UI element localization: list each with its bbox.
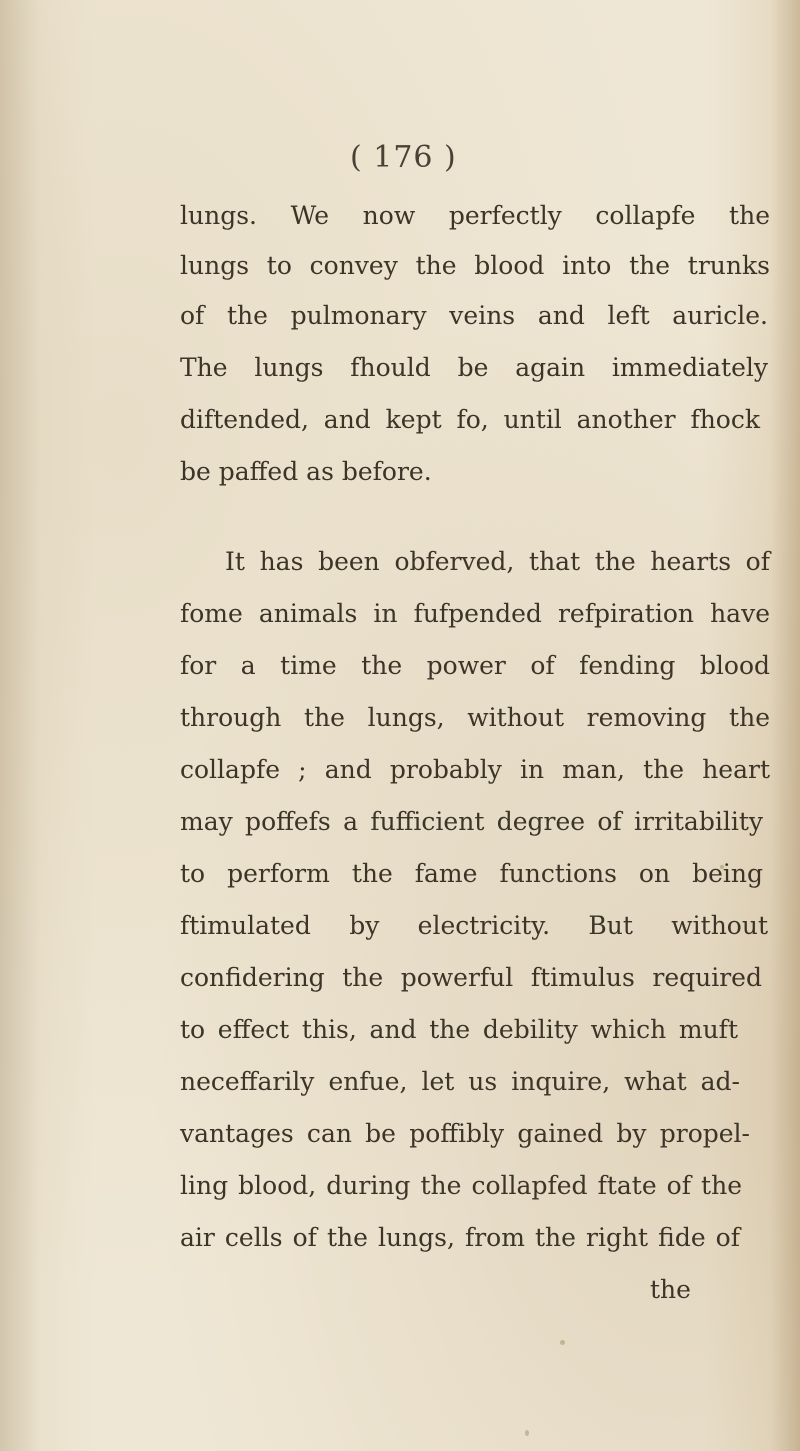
text-line: confidering the powerful ftimulus required [180,963,762,992]
text-line: neceffarily enfue, let us inquire, what ad- [180,1067,740,1096]
catchword: the [650,1275,691,1304]
text-line: may poffefs a fufficient degree of irritability [180,807,763,836]
text-line: fome animals in fufpended refpiration have [180,599,770,628]
page-edge-shadow-left [0,0,40,1451]
text-line: ling blood, during the collapfed ftate of the [180,1171,742,1200]
text-line: be paffed as before. [180,457,432,486]
text-line: ftimulated by electricity. But without [180,911,768,940]
text-line: through the lungs, without removing the [180,703,770,732]
text-line: lungs to convey the blood into the trunks [180,251,770,280]
text-line: lungs. We now perfectly collapfe the [180,201,770,230]
text-line: to perform the fame functions on being [180,859,763,888]
text-line: for a time the power of fending blood [180,651,770,680]
text-line: air cells of the lungs, from the right fide of [180,1223,740,1252]
text-line: It has been obferved, that the hearts of [225,547,770,576]
text-line: collapfe ; and probably in man, the heart [180,755,770,784]
page-number: ( 176 ) [350,140,457,175]
paper-stain [560,1340,565,1345]
text-line: vantages can be poffibly gained by propel- [180,1119,750,1148]
text-line: diftended, and kept fo, until another fhock [180,405,760,434]
page-edge-shadow-right [770,0,800,1451]
paper-stain [525,1430,529,1436]
text-line: to effect this, and the debility which muft [180,1015,738,1044]
text-line: The lungs fhould be again immediately [180,353,768,382]
text-line: of the pulmonary veins and left auricle. [180,301,768,330]
